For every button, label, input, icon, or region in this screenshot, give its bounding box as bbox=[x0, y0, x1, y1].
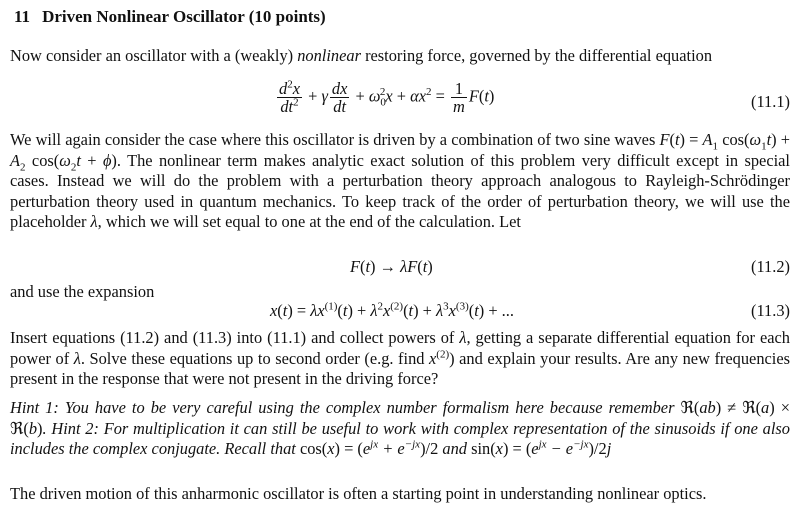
equation-11-2-body: F(t) → λF(t) bbox=[350, 257, 433, 276]
hint-paragraph: Hint 1: You have to be very careful using the complex number formalism here because remember ℜ(ab) ≠ ℜ(a) × ℜ(b). Hint 2: For multiplication it can still be useful to work with complex representation of the sinusoids if one also includes the complex conjugate. Recall that $\cos(x) = (e^{jx} + e^{-jx})/2$ and $\sin(x) = (e^{jx} - e^{-jx})/2j$ bbox=[10, 398, 790, 458]
equation-11-2-tag: (11.2) bbox=[751, 257, 790, 276]
section-heading bbox=[14, 7, 326, 27]
equation-11-1 bbox=[10, 80, 790, 124]
equation-11-3 bbox=[10, 300, 790, 322]
equation-11-3-tag: (11.3) bbox=[751, 301, 790, 320]
closing-paragraph: The driven motion of this anharmonic oscillator is often a starting point in understanding nonlinear optics. bbox=[10, 484, 707, 503]
section-title: Driven Nonlinear Oscillator (10 points) bbox=[42, 7, 326, 26]
intro-paragraph: Now consider an oscillator with a (weakly) nonlinear restoring force, governed by the differential equation bbox=[10, 46, 713, 65]
expansion-intro: and use the expansion bbox=[10, 282, 155, 301]
instructions-paragraph: Insert equations (11.2) and (11.3) into (11.1) and collect powers of λ, getting a separate differential equation for each power of λ. Solve these equations up to second order (e.g. find $x^{(2)}$) and explain your results. Are any new frequencies present in the response that were not present in the driving force? bbox=[10, 328, 790, 388]
section-number: 11 bbox=[14, 7, 31, 26]
equation-11-1-tag: (11.1) bbox=[751, 92, 790, 111]
setup-paragraph: We will again consider the case where this oscillator is driven by a combination of two sine waves $F(t) = A_1$ $\cos(\omega_1t) + A_2$ $\cos(\omega_2t + \phi)$. The nonlinear term makes analytic exact solution of this problem very difficult except in special cases. Instead we will do the problem with a perturbation theory approach analogous to Rayleigh-Schrödinger perturbation theory used in quantum mechanics. To keep track of the order of perturbation theory, we will use the placeholder λ, which we will set equal to one at the end of the calculation. Let bbox=[10, 130, 790, 231]
equation-11-2 bbox=[10, 256, 790, 278]
equation-11-1-body: $\frac{d^2x}{dt^2}$ + γ $\frac{dx}{dt}$ + $\omega_0^2x + \alpha x^2$ = $\frac{1}{m}$ F(t) bbox=[279, 78, 495, 116]
equation-11-3-body: $x(t) = \lambda x^{(1)}(t) + \lambda^2x^{(2)}(t) + \lambda^3x^{(3)}(t)$ + ... bbox=[270, 300, 514, 320]
